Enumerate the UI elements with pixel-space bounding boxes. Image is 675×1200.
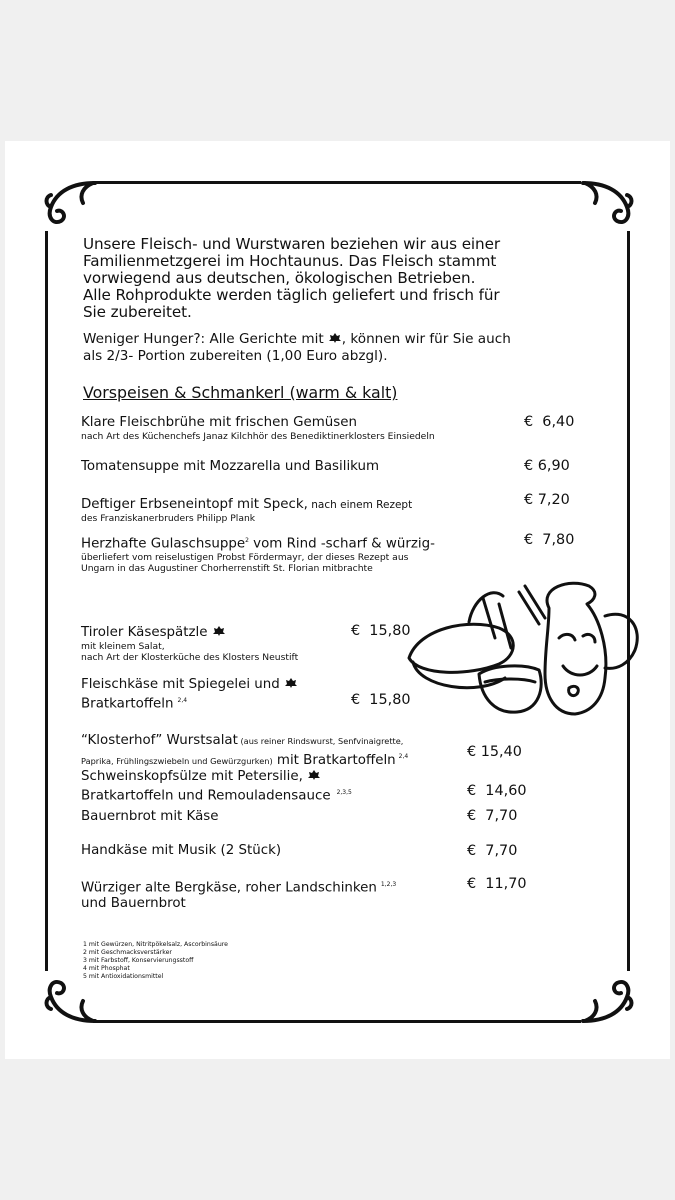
item-description: Paprika, Frühlingszwiebeln und Gewürzgurken) bbox=[81, 756, 273, 766]
item-description: nach Art des Küchenchefs Janaz Kilchhör des Benediktinerklosters Einsiedeln bbox=[81, 431, 435, 442]
leaf-icon bbox=[212, 625, 226, 637]
item-price: € 7,80 bbox=[524, 532, 575, 548]
portion-note-text: , können wir für Sie auch bbox=[341, 331, 511, 347]
menu-item bbox=[81, 677, 298, 712]
footnote: 3 mit Farbstoff, Konservierungsstoff bbox=[83, 957, 194, 964]
item-price: € 7,20 bbox=[524, 492, 570, 508]
item-price: € 6,90 bbox=[524, 458, 570, 474]
frame-top-line bbox=[93, 181, 581, 184]
section-title: Vorspeisen & Schmankerl (warm & kalt) bbox=[83, 383, 398, 402]
menu-item bbox=[81, 769, 352, 804]
menu-item bbox=[81, 493, 412, 524]
item-name: Bauernbrot mit Käse bbox=[81, 809, 219, 824]
leaf-icon bbox=[284, 677, 298, 689]
menu-page bbox=[5, 141, 670, 1059]
item-price: € 14,60 bbox=[467, 783, 527, 799]
menu-item bbox=[81, 843, 281, 859]
item-name: Deftiger Erbseneintopf mit Speck, bbox=[81, 497, 308, 512]
frame-bottom-line bbox=[93, 1020, 581, 1023]
item-name: Tiroler Käsespätzle bbox=[81, 625, 208, 640]
item-name: Bratkartoffeln und Remouladensauce bbox=[81, 788, 331, 804]
item-name: Klare Fleischbrühe mit frischen Gemüsen bbox=[81, 415, 357, 430]
item-price: € 15,40 bbox=[467, 744, 522, 760]
item-name: Bratkartoffeln bbox=[81, 696, 174, 712]
footnote: 2 mit Geschmacksverstärker bbox=[83, 949, 172, 956]
menu-item bbox=[81, 459, 379, 475]
allergen-note: 2,3,5 bbox=[336, 789, 352, 796]
leaf-icon bbox=[307, 769, 321, 781]
frame-corner-top-left-icon bbox=[43, 181, 103, 233]
portion-note-text: als 2/3- Portion zubereiten (1,00 Euro abzgl). bbox=[83, 348, 388, 364]
item-name: vom Rind -scharf & würzig- bbox=[248, 536, 435, 552]
allergen-note: 2 bbox=[245, 537, 249, 544]
item-price: € 11,70 bbox=[467, 876, 527, 892]
item-description: mit kleinem Salat, bbox=[81, 641, 165, 652]
item-name: Handkäse mit Musik (2 Stück) bbox=[81, 843, 282, 858]
intro-line: Sie zubereitet. bbox=[83, 303, 192, 321]
item-name: Herzhafte Gulaschsuppe bbox=[81, 536, 246, 552]
smaller-portion-note bbox=[83, 331, 603, 365]
menu-item bbox=[81, 809, 219, 825]
jug-and-pot-illustration bbox=[399, 578, 645, 724]
item-price: € 7,70 bbox=[467, 843, 518, 859]
item-name: Tomatensuppe mit Mozzarella und Basilikum bbox=[81, 459, 380, 474]
item-price: € 15,80 bbox=[351, 692, 411, 708]
frame-corner-top-right-icon bbox=[575, 181, 635, 233]
item-name: Würziger alte Bergkäse, roher Landschinken bbox=[81, 880, 377, 896]
item-name: Schweinskopfsülze mit Petersilie, bbox=[81, 769, 303, 784]
additive-footnotes bbox=[83, 941, 228, 981]
item-price: € 15,80 bbox=[351, 623, 411, 639]
intro-line: Unsere Fleisch- und Wurstwaren beziehen wir aus einer bbox=[83, 235, 500, 253]
frame-corner-bottom-right-icon bbox=[575, 971, 635, 1023]
item-description: überliefert vom reiselustigen Probst Fördermayr, der dieses Rezept aus bbox=[81, 552, 409, 564]
menu-item bbox=[81, 625, 298, 663]
intro-line: vorwiegend aus deutschen, ökologischen Betrieben. bbox=[83, 269, 476, 287]
item-description: nach Art der Klosterküche des Klosters Neustift bbox=[81, 652, 299, 663]
allergen-note: 1,2,3 bbox=[380, 881, 397, 888]
portion-note-text: Weniger Hunger?: Alle Gerichte mit bbox=[83, 331, 324, 347]
item-description: nach einem Rezept bbox=[307, 499, 413, 511]
item-name: mit Bratkartoffeln bbox=[272, 753, 396, 768]
footnote: 1 mit Gewürzen, Nitritpökelsalz, Ascorbinsäure bbox=[83, 941, 228, 948]
footnote: 5 mit Antioxidationsmittel bbox=[83, 973, 164, 980]
item-name: “Klosterhof” Wurstsalat bbox=[81, 733, 238, 748]
item-price: € 6,40 bbox=[524, 414, 575, 430]
allergen-note: 2,4 bbox=[398, 752, 409, 760]
allergen-note: 2,4 bbox=[177, 697, 188, 704]
menu-item bbox=[81, 877, 396, 912]
item-price: € 7,70 bbox=[467, 808, 518, 824]
item-name: Fleischkäse mit Spiegelei und bbox=[81, 677, 280, 692]
intro-line: Alle Rohprodukte werden täglich geliefert und frisch für bbox=[83, 286, 500, 304]
item-description: des Franziskanerbruders Philipp Plank bbox=[81, 513, 256, 524]
menu-item bbox=[81, 533, 435, 574]
footnote: 4 mit Phosphat bbox=[83, 965, 130, 972]
intro-line: Familienmetzgerei im Hochtaunus. Das Fleisch stammt bbox=[83, 252, 497, 270]
menu-item bbox=[81, 415, 435, 442]
item-description: Ungarn in das Augustiner Chorherrenstift St. Florian mitbrachte bbox=[81, 563, 373, 575]
item-name: und Bauernbrot bbox=[81, 896, 186, 912]
item-description: (aus reiner Rindswurst, Senfvinaigrette, bbox=[237, 736, 404, 746]
menu-item bbox=[81, 729, 408, 769]
leaf-icon bbox=[328, 332, 342, 344]
frame-left-line bbox=[45, 231, 48, 971]
intro-text bbox=[83, 236, 603, 321]
